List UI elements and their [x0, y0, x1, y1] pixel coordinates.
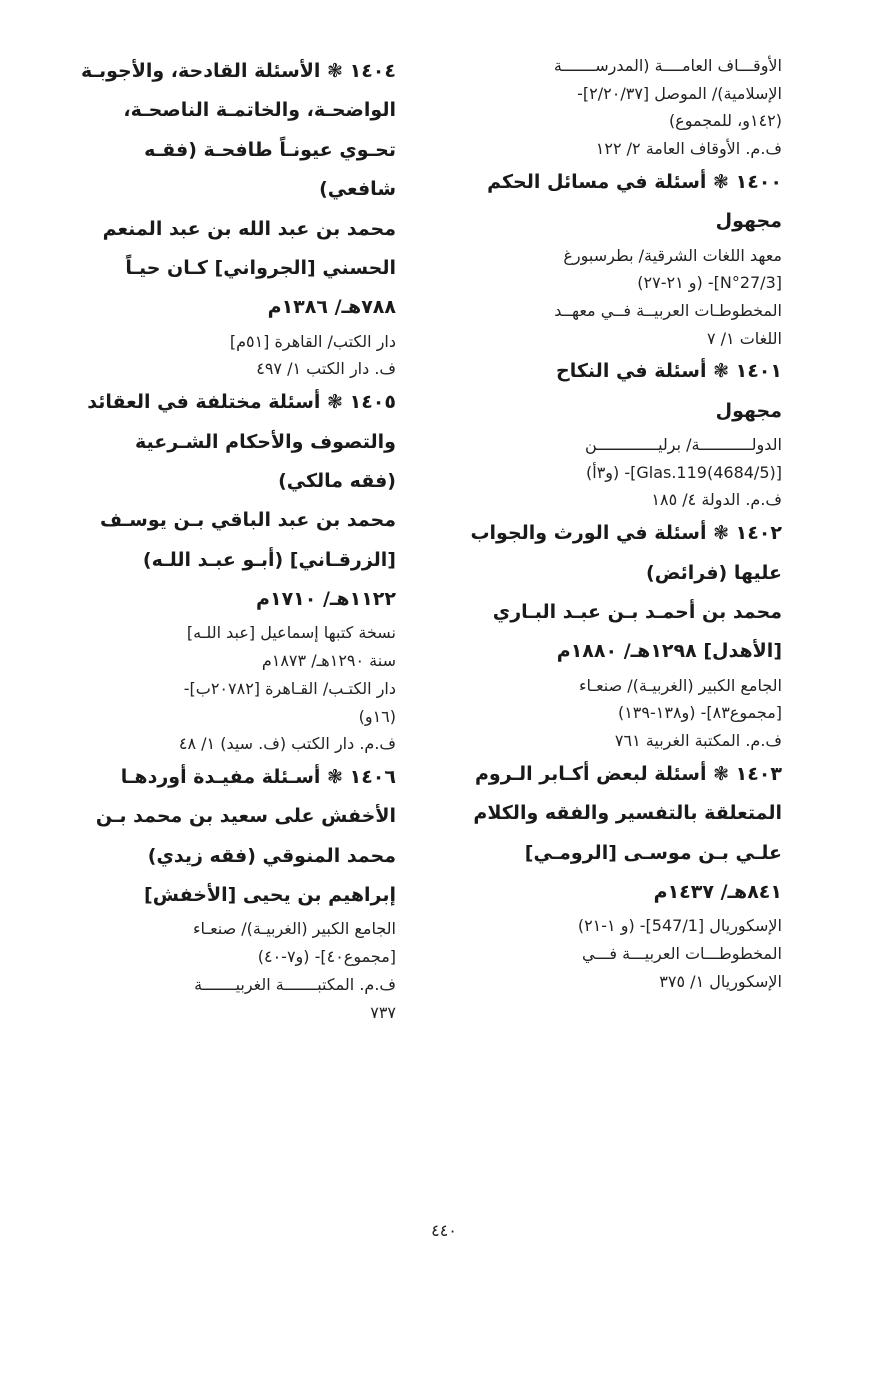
entry-heading-line: تحـوي عيونـاً طافحـة (فقـه	[144, 138, 396, 161]
entry-detail-line: [مجموع٨٣]- (و١٣٨-١٣٩)	[617, 703, 782, 723]
entry-detail-line: الجامع الكبير (الغربيـة)/ صنعـاء	[578, 675, 782, 695]
entry-heading-line: محمد بن أحمـد بـن عبـد البـاري	[492, 600, 782, 623]
entry-heading-line: الأخفش على سعيد بن محمد بـن	[95, 805, 396, 828]
entry-detail-line: معهد اللغات الشرقية/ بطرسبورغ	[563, 245, 782, 265]
entry-heading-line: ١٤٠٠ ❃ أسئلة في مسائل الحكم	[487, 170, 782, 193]
entry-detail-line: المخطوطـــات العربيـــة فـــي	[581, 944, 782, 963]
entry-detail-line: الجامع الكبير (الغربيـة)/ صنعـاء	[192, 919, 396, 939]
entry-detail-line: (١٦و)	[358, 706, 396, 726]
entry-detail-line: ف.م. الدولة ٤/ ١٨٥	[651, 490, 782, 510]
entry-heading-line: مجهول	[715, 210, 782, 233]
entry-detail-line: نسخة كتبها إسماعيل [عبد اللـه]	[186, 623, 396, 643]
entry-detail-line: المخطوطـات العربيــة فــي معهــد	[554, 300, 782, 320]
entry-detail-line: ف.م. دار الكتب (ف. سيد) ١/ ٤٨	[178, 734, 396, 754]
entry-heading-line: مجهول	[715, 399, 782, 422]
entry-heading-line: ١٤٠٢ ❃ أسئلة في الورث والجواب	[470, 522, 782, 545]
entry-detail-line: اللغات ١/ ٧	[706, 328, 782, 348]
entry-heading-line: عليها (فرائض)	[646, 561, 782, 584]
entry-detail-line: الدولـــــــــــة/ برليـــــــــــــن	[584, 435, 782, 455]
left-column	[58, 52, 396, 1026]
entry-detail-line: ٧٣٧	[370, 1002, 396, 1022]
entry-heading-line: علـي بـن موسـى [الرومـي]	[524, 841, 782, 864]
entry-detail-line: ف. دار الكتب ١/ ٤٩٧	[256, 359, 396, 379]
entry-heading-line: [الزرقـاني] (أبـو عبـد اللـه)	[142, 548, 396, 571]
entry-heading-line: (فقه مالكي)	[278, 469, 396, 492]
entry-heading-line: والتصوف والأحكام الشـرعية	[135, 430, 396, 453]
entry-detail-line: ف.م. المكتبة الغربية ٧٦١	[614, 731, 782, 751]
entry-heading-line: ٧٨٨هـ/ ١٣٨٦م	[267, 296, 396, 319]
entry-detail-line: ف.م. المكتبـــــــة الغربيـــــــة	[194, 974, 396, 994]
entry-heading-line: المتعلقة بالتفسير والفقه والكلام	[473, 802, 782, 825]
entry-detail-line: [Glas.119(4684/5)]- (و٣أ)	[586, 462, 782, 482]
entry-heading-line: محمد بن عبد الباقي بـن يوسـف	[100, 509, 396, 532]
entry-heading-line: محمد بن عبد الله بن عبد المنعم	[102, 217, 396, 240]
entry-heading-line: الواضحـة، والخاتمـة الناصحـة،	[123, 99, 396, 122]
entry-detail-line: الأوقـــاف العامــــة (المدرســـــــة	[553, 56, 782, 75]
entry-heading-line: [الأهدل] ١٢٩٨هـ/ ١٨٨٠م	[556, 640, 782, 663]
entry-heading-line: ٨٤١هـ/ ١٤٣٧م	[653, 880, 782, 903]
entry-detail-line: (١٤٢و، للمجموع)	[668, 111, 782, 131]
entry-detail-line: الإسكوريال ١/ ٣٧٥	[659, 971, 782, 991]
entry-heading-line: ١٤٠٤ ❃ الأسئلة القادحة، والأجوبـة	[80, 60, 396, 82]
entry-detail-line: دار الكتـب/ القـاهرة [٢٠٧٨٢ب]-	[183, 678, 396, 698]
entry-heading-line: ١٤٠٥ ❃ أسئلة مختلفة في العقائد	[87, 391, 396, 414]
page-number: ٤٤٠	[431, 1221, 457, 1240]
entry-heading-line: ١٤٠٦ ❃ أسـئلة مفيـدة أوردهـا	[120, 765, 396, 788]
entry-detail-line: الإسلامية)/ الموصل [٢/٢٠/٣٧]-	[577, 83, 782, 103]
entry-detail-line: [N°27/3]- (و ٢١-٢٧)	[637, 273, 782, 293]
entry-detail-line: [مجموع٤٠]- (و٧-٤٠)	[257, 947, 396, 967]
entry-heading-line: محمد المنوقي (فقه زيدي)	[147, 844, 396, 867]
entry-detail-line: ف.م. الأوقاف العامة ٢/ ١٢٢	[595, 139, 782, 159]
entry-detail-line: الإسكوريال [547/1]- (و ١-٢١)	[577, 916, 782, 936]
entry-detail-line: دار الكتب/ القاهرة [٥١م]	[229, 331, 396, 351]
entry-heading-line: الحسني [الجرواني] كـان حيـاً	[125, 256, 396, 279]
entry-heading-line: ١٤٠١ ❃ أسئلة في النكاح	[556, 360, 782, 383]
entry-heading-line: ١١٢٢هـ/ ١٧١٠م	[256, 588, 396, 611]
entry-heading-line: ١٤٠٣ ❃ أسئلة لبعض أكـابر الـروم	[475, 762, 782, 785]
right-column	[444, 52, 782, 995]
entry-heading-line: شافعي)	[319, 178, 396, 201]
entry-detail-line: سنة ١٢٩٠هـ/ ١٨٧٣م	[261, 651, 396, 671]
entry-heading-line: إبراهيم بن يحيى [الأخفش]	[144, 884, 396, 907]
